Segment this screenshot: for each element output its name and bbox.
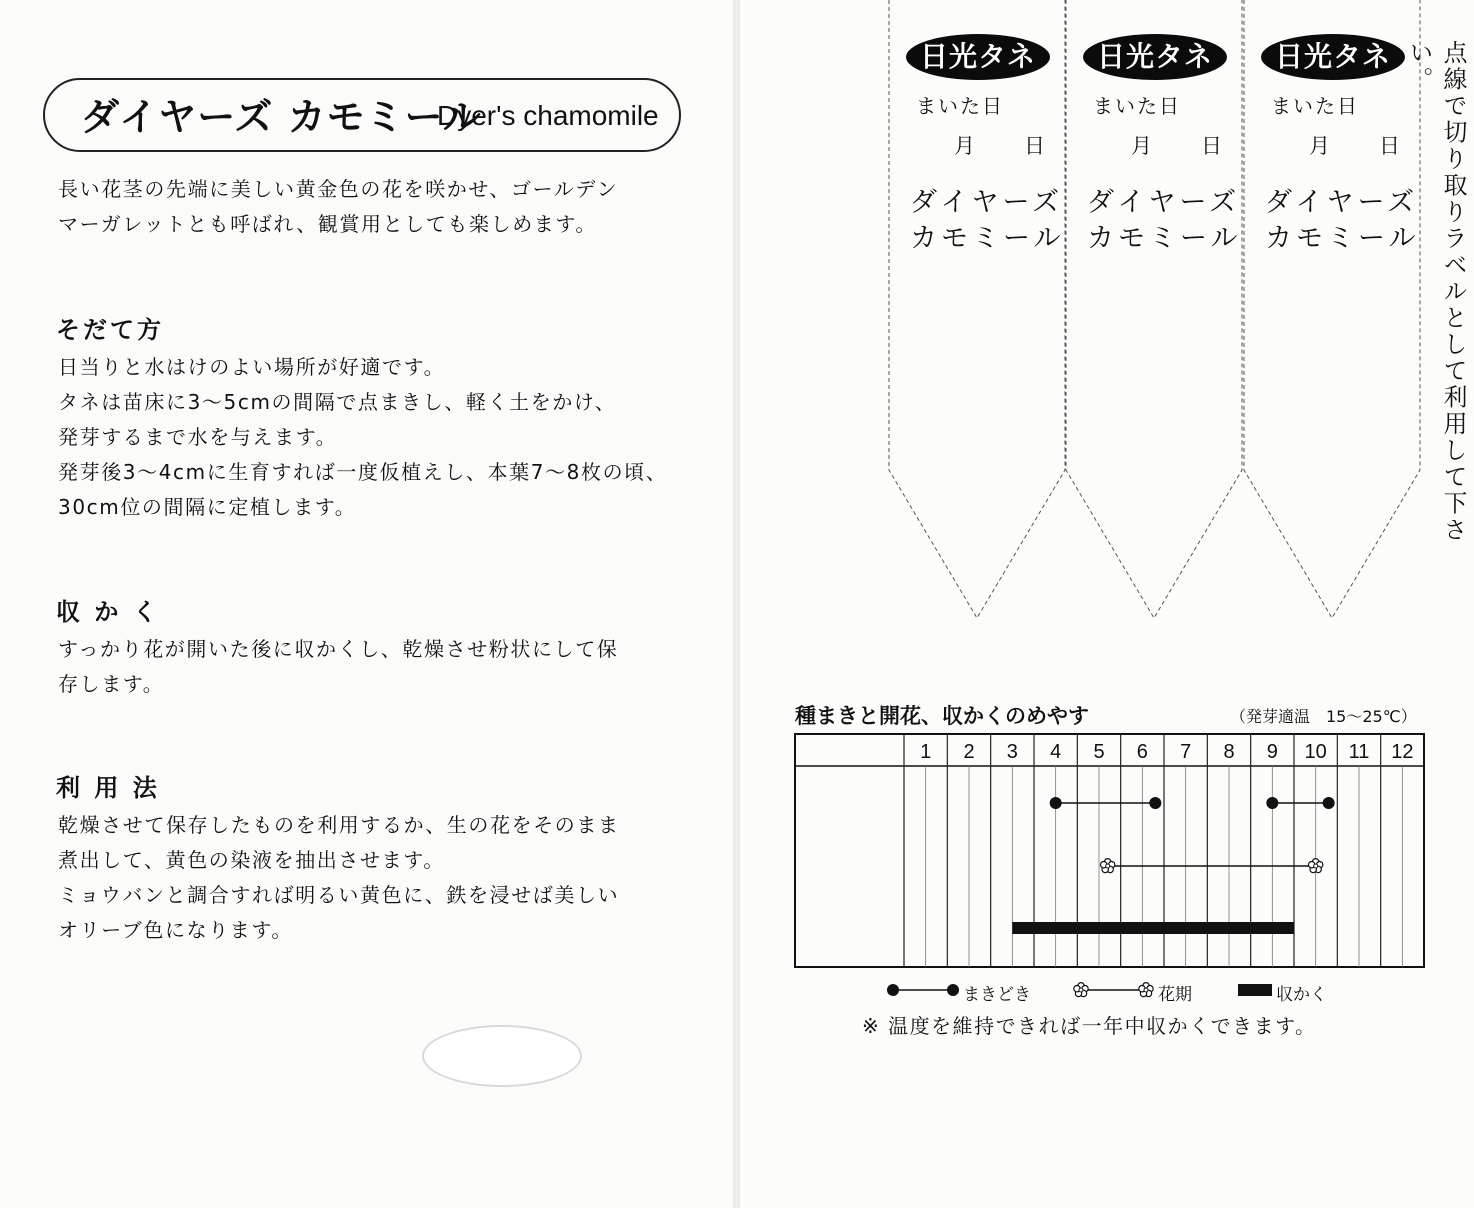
label-name-line2: カモミール xyxy=(1087,223,1242,254)
usage-paragraph xyxy=(58,808,620,948)
legend-bloom-label: 花期 xyxy=(1158,985,1192,1005)
intro-line: 長い花茎の先端に美しい黄金色の花を咲かせ、ゴールデン xyxy=(58,177,619,201)
usage-line: オリーブ色になります。 xyxy=(58,918,293,942)
month-label: 月 xyxy=(1131,134,1152,158)
cut-instruction-note: 点線で切り取りラベルとして利用して下さい。 xyxy=(1405,40,1467,544)
month-label: 月 xyxy=(954,134,975,158)
month-tick-label: 6 xyxy=(1136,741,1148,763)
harvest-paragraph xyxy=(58,632,618,702)
harvest-heading: 収 か く xyxy=(56,598,160,626)
chart-footnote: ※ 温度を維持できれば一年中収かくできます。 xyxy=(862,1014,1317,1038)
usage-line: ミョウバンと調合すれば明るい黄色に、鉄を浸せば美しい xyxy=(58,883,620,907)
label-name-line1: ダイヤーズ xyxy=(910,187,1064,218)
sowed-date-label: まいた日 xyxy=(1093,94,1181,118)
title-banner xyxy=(43,78,681,152)
legend-sow-label: まきどき xyxy=(963,985,1031,1005)
usage-line: 乾燥させて保存したものを利用するか、生の花をそのまま xyxy=(58,813,620,837)
brand-badge: 日光タネ xyxy=(1261,34,1405,80)
intro-line: マーガレットとも呼ばれ、観賞用としても楽しめます。 xyxy=(58,212,597,236)
month-tick-label: 4 xyxy=(1050,741,1062,763)
hanging-hole xyxy=(422,1025,582,1087)
month-tick-label: 1 xyxy=(920,741,932,763)
month-tick-label: 9 xyxy=(1266,741,1278,763)
left-panel xyxy=(0,0,733,1208)
growing-line: 発芽後3〜4cmに生育すれば一度仮植えし、本葉7〜8枚の頃、 xyxy=(58,460,668,484)
day-label: 日 xyxy=(1201,134,1222,158)
label-name-line1: ダイヤーズ xyxy=(1087,187,1241,218)
brand-badge: 日光タネ xyxy=(906,34,1050,80)
day-label: 日 xyxy=(1024,134,1045,158)
usage-heading: 利 用 法 xyxy=(56,774,160,802)
sowed-date-label: まいた日 xyxy=(1271,94,1359,118)
growing-line: タネは苗床に3〜5cmの間隔で点まきし、軽く土をかけ、 xyxy=(58,390,617,414)
month-label: 月 xyxy=(1309,134,1330,158)
month-tick-label: 12 xyxy=(1391,741,1414,763)
cut-label[interactable] xyxy=(1065,0,1243,620)
usage-line: 煮出して、黄色の染液を抽出させます。 xyxy=(58,848,445,872)
month-tick-label: 3 xyxy=(1006,741,1018,763)
day-label: 日 xyxy=(1379,134,1400,158)
title-japanese: ダイヤーズ カモミール xyxy=(81,95,482,139)
cut-label[interactable] xyxy=(1243,0,1421,620)
month-tick-label: 11 xyxy=(1348,741,1370,763)
month-tick-label: 8 xyxy=(1223,741,1235,763)
brand-badge: 日光タネ xyxy=(1083,34,1227,80)
legend-harvest-label: 収かく xyxy=(1276,985,1327,1005)
label-name-line2: カモミール xyxy=(1265,223,1420,254)
germination-temperature: （発芽適温 15〜25℃） xyxy=(1230,707,1417,726)
label-name-line1: ダイヤーズ xyxy=(1265,187,1419,218)
month-tick-label: 5 xyxy=(1093,741,1105,763)
harvest-line: 存します。 xyxy=(58,672,165,696)
fold-crease xyxy=(733,0,740,1208)
sowed-date-label: まいた日 xyxy=(916,94,1004,118)
month-tick-label: 10 xyxy=(1304,741,1327,763)
chart-title: 種まきと開花、収かくのめやす xyxy=(795,704,1089,728)
cut-label[interactable] xyxy=(888,0,1066,620)
month-tick-label: 7 xyxy=(1180,741,1192,763)
month-tick-label: 2 xyxy=(963,741,975,763)
harvest-line: すっかり花が開いた後に収かくし、乾燥させ粉状にして保 xyxy=(58,637,619,661)
growing-paragraph xyxy=(58,350,667,525)
growing-line: 発芽するまで水を与えます。 xyxy=(58,425,338,449)
intro-paragraph xyxy=(58,172,618,242)
growing-heading: そだて方 xyxy=(56,316,164,344)
label-name-line2: カモミール xyxy=(910,223,1065,254)
growing-line: 日当りと水はけのよい場所が好適です。 xyxy=(58,355,446,379)
title-english: Dyer's chamomile xyxy=(437,100,659,131)
growing-line: 30cm位の間隔に定植します。 xyxy=(58,495,357,519)
